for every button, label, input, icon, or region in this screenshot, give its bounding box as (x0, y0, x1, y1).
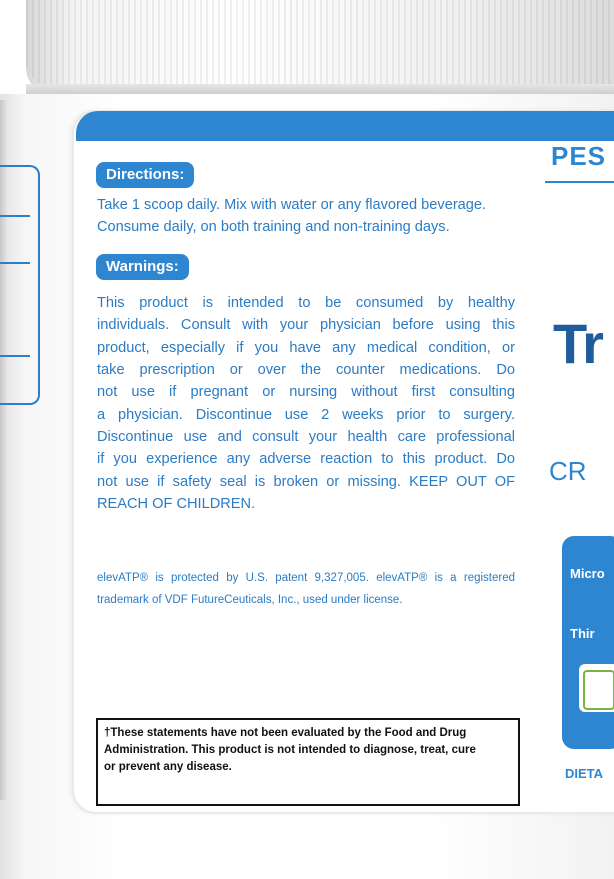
brand-name: PES (551, 141, 607, 171)
side-panel-rule (0, 355, 30, 357)
warnings-line: This product is intended to be consumed by healthy (97, 295, 515, 311)
lid-ridges (26, 0, 614, 86)
front-label-edge (545, 111, 614, 811)
feature-text: Micro (570, 566, 605, 581)
patent-line: trademark of VDF FutureCeuticals, Inc., used under license. (97, 594, 403, 606)
side-panel-edge (0, 165, 40, 405)
directions-line: Take 1 scoop daily. Mix with water or any flavored beverage. (97, 197, 487, 213)
feature-block (562, 536, 614, 749)
side-panel-rule (0, 262, 30, 264)
disclaimer-line: or prevent any disease. (104, 761, 232, 773)
side-panel-rule (0, 215, 30, 217)
warnings-line: Discontinue use and consult your health care professional (97, 429, 515, 445)
lid-lip (26, 84, 614, 94)
product-subtitle: CR (549, 456, 587, 486)
product-title: Tr (553, 312, 602, 375)
directions-line: Consume daily, on both training and non-training days. (97, 219, 450, 235)
seal-border (583, 670, 614, 710)
patent-line: elevATP® is protected by U.S. patent 9,327,005. elevATP® is a registered (97, 572, 515, 584)
warnings-line: if you experience any adverse reaction to this product. Do (97, 451, 515, 467)
warnings-line: a physician. Discontinue use 2 weeks prior to surgery. (97, 407, 515, 423)
disclaimer-line: Administration. This product is not intended to diagnose, treat, cure (104, 744, 476, 756)
warnings-line: not use if pregnant or nursing without first consulting (97, 384, 515, 400)
feature-text: Thir (570, 626, 595, 641)
warnings-line: product, especially if you have any medical condition, or (97, 340, 515, 356)
warnings-heading: Warnings: (96, 254, 189, 280)
disclaimer-line: †These statements have not been evaluated by the Food and Drug (104, 727, 467, 739)
certification-seal-icon (579, 664, 614, 712)
label-top-band (76, 111, 614, 141)
supplement-label: DIETA (565, 766, 604, 781)
jar-lid (26, 0, 614, 94)
warnings-line: take prescription or over the counter medications. Do (97, 362, 515, 378)
warnings-line: REACH OF CHILDREN. (97, 496, 256, 512)
warnings-line: individuals. Consult with your physician before using this (97, 317, 515, 333)
fda-disclaimer-box (96, 718, 520, 806)
warnings-line: not use if safety seal is broken or missing. KEEP OUT OF (97, 474, 515, 490)
brand-underline (545, 181, 614, 183)
directions-heading: Directions: (96, 162, 194, 188)
